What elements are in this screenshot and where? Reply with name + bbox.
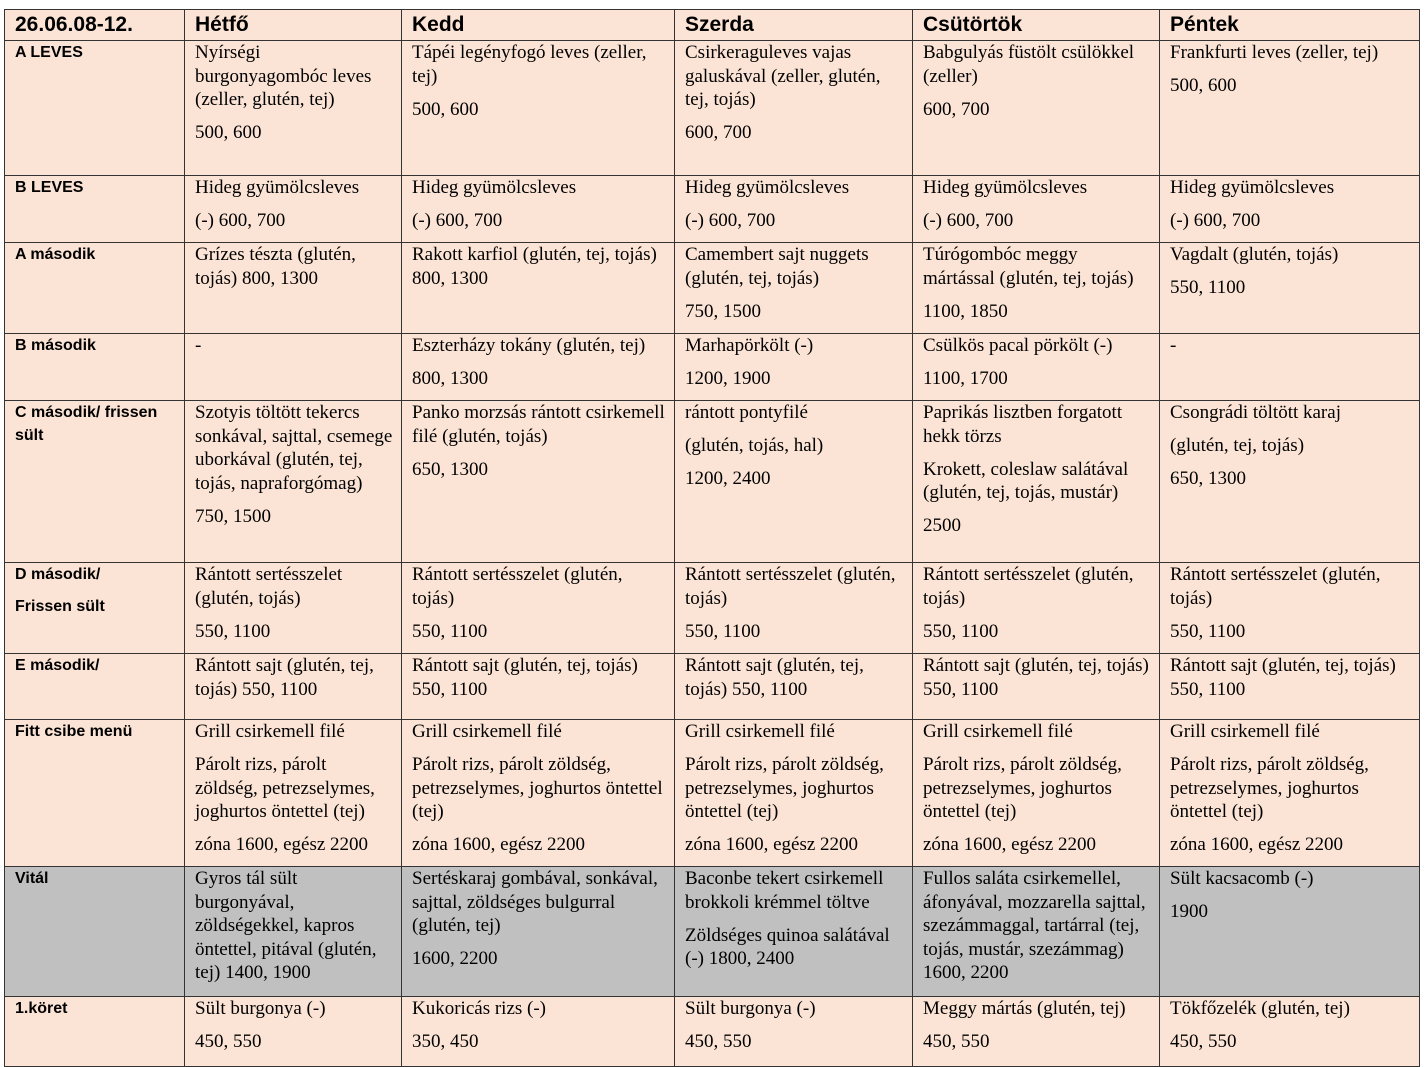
dish-line: Rántott sajt (glutén, tej, tojás) 550, 1100 [412, 655, 638, 700]
header-row [5, 10, 1420, 41]
menu-cell-friday [1160, 720, 1420, 867]
dish-line: Camembert sajt nuggets (glutén, tej, tojás) [685, 244, 869, 289]
dish-line: Hideg gyümölcsleves [685, 177, 850, 198]
dish-line: Hideg gyümölcsleves [195, 177, 360, 198]
dish-line: Hideg gyümölcsleves [412, 177, 577, 198]
menu-row [5, 176, 1420, 243]
menu-cell-thursday [913, 997, 1160, 1067]
menu-cell-friday [1160, 401, 1420, 563]
menu-cell-wednesday [675, 243, 913, 334]
dish-line: Babgulyás füstölt csülökkel (zeller) [923, 42, 1135, 87]
dish-line: 500, 600 [1170, 75, 1237, 96]
row-label-line: B második [15, 337, 96, 354]
dish-line: zóna 1600, egész 2200 [685, 834, 859, 855]
dish-line: 1100, 1850 [923, 300, 1008, 322]
dish-line: Grill csirkemell filé [195, 721, 345, 742]
dish-line: rántott pontyfilé [685, 402, 808, 423]
menu-cell-monday [185, 401, 402, 563]
dish-line: Rántott sajt (glutén, tej, tojás) 550, 1100 [195, 655, 374, 700]
menu-cell-monday [185, 176, 402, 243]
day-header-friday: Péntek [1160, 10, 1420, 41]
dish-line: Párolt rizs, párolt zöldség, petrezselymes, joghurtos öntettel (tej) [195, 754, 375, 822]
dish-line: 600, 700 [923, 98, 990, 120]
date-range-header: 26.06.08-12. [5, 10, 185, 41]
day-header-thursday: Csütörtök [913, 10, 1160, 41]
menu-cell-wednesday [675, 997, 913, 1067]
dish-line: Rántott sertésszelet (glutén, tojás) [923, 564, 1134, 609]
dish-line: 550, 1100 [195, 620, 271, 642]
dish-line: 550, 1100 [1170, 620, 1246, 642]
row-label [5, 720, 185, 867]
dish-line: 500, 600 [195, 122, 262, 143]
menu-cell-friday [1160, 867, 1420, 997]
menu-cell-friday [1160, 41, 1420, 176]
menu-cell-friday [1160, 563, 1420, 654]
menu-cell-wednesday [675, 401, 913, 563]
row-label-line: 1.köret [15, 1000, 68, 1017]
dish-line: Zöldséges quinoa salátával (-) 1800, 2400 [685, 924, 890, 969]
dish-line: Panko morzsás rántott csirkemell filé (glutén, tojás) [412, 402, 665, 447]
row-label [5, 41, 185, 176]
dish-line: 1100, 1700 [923, 368, 1008, 389]
dish-line: 500, 600 [412, 98, 479, 120]
dish-line: Tökfőzelék (glutén, tej) [1170, 998, 1350, 1019]
dish-line: 450, 550 [685, 1031, 752, 1052]
dish-line: 750, 1500 [195, 505, 271, 527]
dish-line: Sült burgonya (-) [195, 998, 326, 1019]
dish-line: Párolt rizs, párolt zöldség, petrezselymes, joghurtos öntettel (tej) [412, 754, 663, 822]
menu-cell-wednesday [675, 720, 913, 867]
menu-cell-friday [1160, 334, 1420, 401]
menu-cell-thursday [913, 334, 1160, 401]
dish-line: Párolt rizs, párolt zöldség, petrezselymes, joghurtos öntettel (tej) [923, 754, 1122, 822]
dish-line: Sült burgonya (-) [685, 998, 816, 1019]
row-label [5, 176, 185, 243]
dish-line: Frankfurti leves (zeller, tej) [1170, 42, 1379, 63]
menu-body [5, 41, 1420, 1067]
menu-cell-tuesday [402, 563, 675, 654]
row-label [5, 867, 185, 997]
row-label [5, 401, 185, 563]
dish-line: - [1170, 335, 1177, 356]
menu-cell-tuesday [402, 997, 675, 1067]
dish-line: 550, 1100 [923, 620, 999, 642]
dish-line: Hideg gyümölcsleves [923, 177, 1088, 198]
menu-cell-tuesday [402, 41, 675, 176]
dish-line: 650, 1300 [1170, 468, 1246, 489]
menu-cell-monday [185, 41, 402, 176]
menu-row [5, 563, 1420, 654]
dish-line: Rántott sajt (glutén, tej, tojás) 550, 1100 [1170, 655, 1396, 700]
menu-cell-thursday [913, 654, 1160, 720]
dish-line: zóna 1600, egész 2200 [923, 834, 1097, 855]
weekly-menu-table [4, 9, 1420, 1067]
row-label [5, 997, 185, 1067]
menu-row [5, 243, 1420, 334]
dish-line: Sertéskaraj gombával, sonkával, sajttal, zöldséges bulgurral (glutén, tej) [412, 868, 658, 936]
dish-line: 800, 1300 [412, 368, 488, 389]
dish-line: 750, 1500 [685, 300, 761, 322]
menu-cell-thursday [913, 41, 1160, 176]
dish-line: (-) 600, 700 [1170, 210, 1261, 231]
dish-line: (-) 600, 700 [923, 210, 1014, 231]
dish-line: Hideg gyümölcsleves [1170, 177, 1335, 198]
menu-row [5, 401, 1420, 563]
menu-cell-tuesday [402, 720, 675, 867]
dish-line: Krokett, coleslaw salátával (glutén, tej, tojás, mustár) [923, 458, 1129, 503]
dish-line: Nyírségi burgonyagombóc leves (zeller, glutén, tej) [195, 42, 372, 110]
dish-line: 550, 1100 [1170, 277, 1246, 298]
dish-line: Rántott sertésszelet (glutén, tojás) [412, 564, 623, 609]
menu-cell-thursday [913, 243, 1160, 334]
dish-line: 650, 1300 [412, 458, 488, 480]
menu-cell-friday [1160, 243, 1420, 334]
dish-line: 550, 1100 [685, 620, 761, 642]
dish-line: Sült kacsacomb (-) [1170, 868, 1314, 889]
menu-cell-wednesday [675, 41, 913, 176]
menu-cell-monday [185, 334, 402, 401]
dish-line: Kukoricás rizs (-) [412, 998, 547, 1019]
menu-cell-wednesday [675, 563, 913, 654]
row-label-line: A LEVES [15, 44, 83, 61]
row-label-line: Frissen sült [15, 598, 105, 615]
dish-line: - [195, 335, 202, 356]
day-header-monday: Hétfő [185, 10, 402, 41]
menu-cell-tuesday [402, 401, 675, 563]
dish-line: 1200, 2400 [685, 468, 771, 489]
dish-line: Párolt rizs, párolt zöldség, petrezselymes, joghurtos öntettel (tej) [1170, 754, 1369, 822]
menu-cell-thursday [913, 867, 1160, 997]
dish-line: Grízes tészta (glutén, tojás) 800, 1300 [195, 244, 356, 289]
dish-line: 450, 550 [195, 1031, 262, 1052]
dish-line: 2500 [923, 515, 961, 536]
menu-cell-tuesday [402, 867, 675, 997]
dish-line: 600, 700 [685, 122, 752, 143]
row-label-line: D második/ [15, 566, 101, 583]
dish-line: Grill csirkemell filé [412, 721, 562, 742]
dish-line: 450, 550 [923, 1031, 990, 1052]
menu-row [5, 997, 1420, 1067]
row-label-line: C második/ frissen sült [15, 404, 158, 444]
menu-cell-monday [185, 243, 402, 334]
dish-line: Párolt rizs, párolt zöldség, petrezselymes, joghurtos öntettel (tej) [685, 754, 884, 822]
dish-line: Csirkeraguleves vajas galuskával (zeller, glutén, tej, tojás) [685, 42, 881, 110]
menu-cell-monday [185, 720, 402, 867]
menu-cell-tuesday [402, 334, 675, 401]
dish-line: Rakott karfiol (glutén, tej, tojás) 800, 1300 [412, 244, 657, 289]
row-label-line: A második [15, 246, 96, 263]
dish-line: 550, 1100 [412, 620, 488, 642]
dish-line: Grill csirkemell filé [923, 721, 1073, 742]
dish-line: Grill csirkemell filé [1170, 721, 1320, 742]
menu-cell-thursday [913, 401, 1160, 563]
dish-line: (-) 600, 700 [412, 210, 503, 231]
dish-line: Csongrádi töltött karaj [1170, 402, 1341, 423]
menu-cell-thursday [913, 563, 1160, 654]
menu-cell-monday [185, 654, 402, 720]
dish-line: Marhapörkölt (-) [685, 335, 814, 356]
menu-cell-thursday [913, 720, 1160, 867]
row-label [5, 654, 185, 720]
menu-row [5, 41, 1420, 176]
dish-line: Paprikás lisztben forgatott hekk törzs [923, 402, 1123, 447]
menu-cell-tuesday [402, 654, 675, 720]
row-label-line: B LEVES [15, 179, 84, 196]
dish-line: (glutén, tej, tojás) [1170, 435, 1305, 456]
day-header-wednesday: Szerda [675, 10, 913, 41]
menu-cell-thursday [913, 176, 1160, 243]
dish-line: (-) 600, 700 [195, 210, 286, 231]
menu-cell-tuesday [402, 176, 675, 243]
dish-line: Fullos saláta csirkemellel, áfonyával, mozzarella sajttal, szezámmaggal, tartárral (tej, tojás, mustár, szezámmag) 1600, 2200 [923, 868, 1146, 983]
menu-cell-monday [185, 997, 402, 1067]
dish-line: Tápéi legényfogó leves (zeller, tej) [412, 42, 647, 87]
menu-cell-monday [185, 563, 402, 654]
menu-cell-tuesday [402, 243, 675, 334]
menu-row [5, 654, 1420, 720]
dish-line: Gyros tál sült burgonyával, zöldségekkel, kapros öntettel, pitával (glutén, tej) 1400, 1900 [195, 868, 377, 983]
dish-line: Rántott sertésszelet (glutén, tojás) [1170, 564, 1381, 609]
menu-row [5, 720, 1420, 867]
dish-line: zóna 1600, egész 2200 [195, 834, 369, 855]
dish-line: zóna 1600, egész 2200 [1170, 834, 1344, 855]
dish-line: Grill csirkemell filé [685, 721, 835, 742]
row-label [5, 243, 185, 334]
dish-line: 1900 [1170, 901, 1208, 922]
dish-line: zóna 1600, egész 2200 [412, 834, 586, 855]
dish-line: Szotyis töltött tekercs sonkával, sajttal, csemege uborkával (glutén, tej, tojás, napraforgómag) [195, 402, 393, 494]
dish-line: Csülkös pacal pörkölt (-) [923, 335, 1113, 356]
dish-line: Túrógombóc meggy mártással (glutén, tej, tojás) [923, 244, 1134, 289]
menu-cell-wednesday [675, 867, 913, 997]
menu-cell-wednesday [675, 176, 913, 243]
dish-line: 450, 550 [1170, 1031, 1237, 1052]
menu-row [5, 867, 1420, 997]
dish-line: 1200, 1900 [685, 368, 771, 389]
row-label [5, 334, 185, 401]
row-label-line: E második/ [15, 657, 100, 674]
dish-line: Rántott sajt (glutén, tej, tojás) 550, 1100 [923, 655, 1149, 700]
dish-line: Baconbe tekert csirkemell brokkoli krémmel töltve [685, 868, 884, 913]
row-label [5, 563, 185, 654]
dish-line: (glutén, tojás, hal) [685, 435, 824, 456]
row-label-line: Fitt csibe menü [15, 723, 133, 740]
menu-row [5, 334, 1420, 401]
menu-cell-friday [1160, 997, 1420, 1067]
menu-cell-friday [1160, 654, 1420, 720]
dish-line: Meggy mártás (glutén, tej) [923, 998, 1126, 1019]
row-label-line: Vitál [15, 870, 49, 887]
menu-cell-monday [185, 867, 402, 997]
dish-line: Rántott sajt (glutén, tej, tojás) 550, 1100 [685, 655, 864, 700]
menu-cell-wednesday [675, 334, 913, 401]
day-header-tuesday: Kedd [402, 10, 675, 41]
dish-line: Vagdalt (glutén, tojás) [1170, 244, 1339, 265]
dish-line: 1600, 2200 [412, 948, 498, 969]
dish-line: Rántott sertésszelet (glutén, tojás) [195, 564, 343, 609]
dish-line: 350, 450 [412, 1031, 479, 1052]
dish-line: Eszterházy tokány (glutén, tej) [412, 335, 646, 356]
menu-cell-wednesday [675, 654, 913, 720]
menu-cell-friday [1160, 176, 1420, 243]
dish-line: (-) 600, 700 [685, 210, 776, 231]
dish-line: Rántott sertésszelet (glutén, tojás) [685, 564, 896, 609]
